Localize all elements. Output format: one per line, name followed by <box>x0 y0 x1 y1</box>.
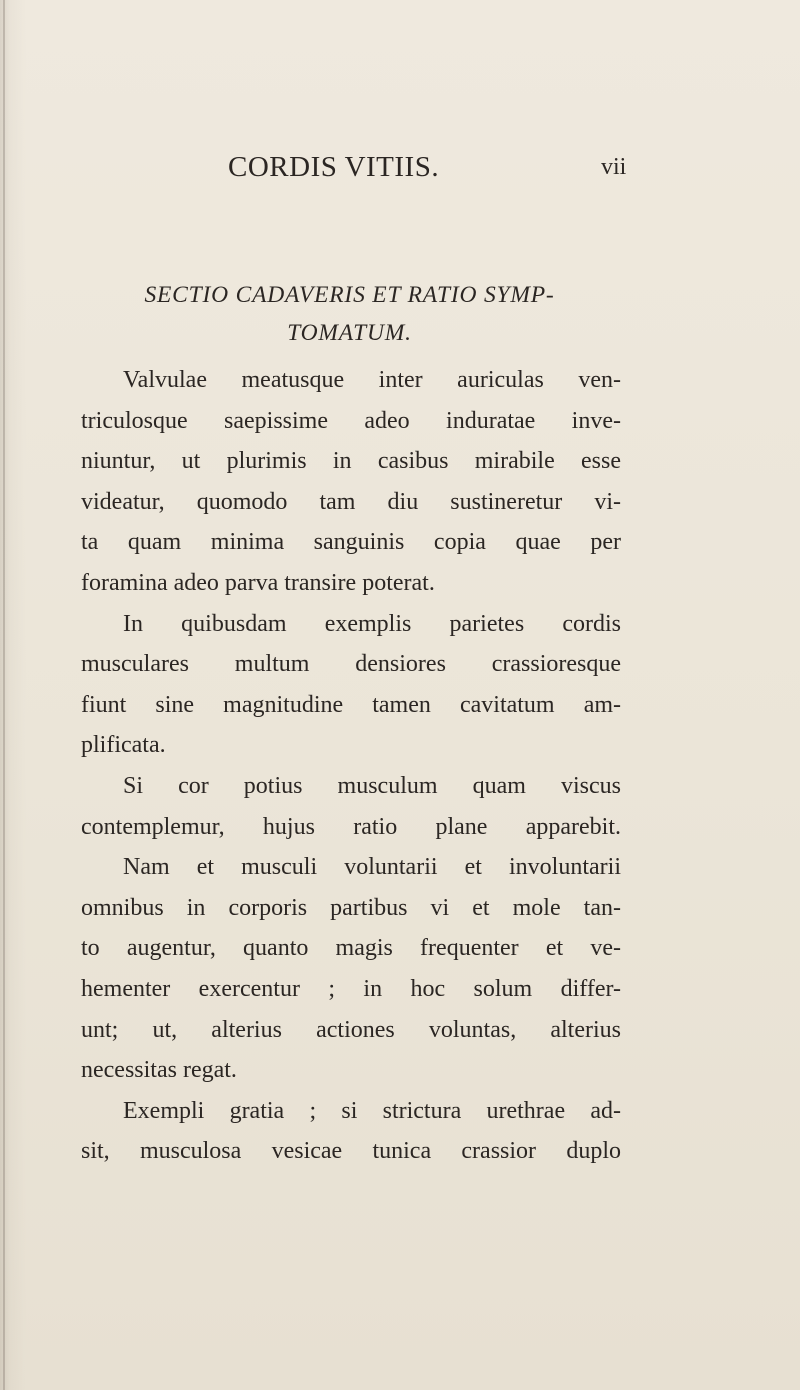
paragraph-line: to augentur, quanto magis frequenter et ve- <box>81 935 621 962</box>
paragraph-line: contemplemur, hujus ratio plane apparebit. <box>81 813 621 840</box>
body-text <box>81 360 621 1172</box>
paragraph-line: necessitas regat. <box>81 1057 237 1084</box>
paragraph-line: Si cor potius musculum quam viscus <box>123 772 621 799</box>
paragraph-line: foramina adeo parva transire poterat. <box>81 569 435 596</box>
paragraph-line: In quibusdam exemplis parietes cordis <box>123 610 621 637</box>
paragraph-line: musculares multum densiores crassioresque <box>81 651 621 678</box>
paragraph-line: niuntur, ut plurimis in casibus mirabile esse <box>81 448 621 475</box>
paragraph-line: fiunt sine magnitudine tamen cavitatum am- <box>81 691 621 718</box>
section-heading-line-1: SECTIO CADAVERIS ET RATIO SYMP- <box>144 282 555 308</box>
paragraph-line: ta quam minima sanguinis copia quae per <box>81 529 621 556</box>
paragraph-line: plificata. <box>81 732 166 759</box>
paragraph-line: unt; ut, alterius actiones voluntas, alterius <box>81 1016 621 1043</box>
paragraph-line: Nam et musculi voluntarii et involuntarii <box>123 854 621 881</box>
paragraph-line: triculosque saepissime adeo induratae inve- <box>81 407 621 434</box>
paragraph-line: omnibus in corporis partibus vi et mole tan- <box>81 894 621 921</box>
section-heading-line-2: TOMATUM. <box>287 320 412 346</box>
paragraph-line: sit, musculosa vesicae tunica crassior duplo <box>81 1138 621 1165</box>
paragraph-line: hementer exercentur ; in hoc solum differ- <box>81 975 621 1002</box>
running-header-title: CORDIS VITIIS. <box>228 151 440 183</box>
paragraph-line: Exempli gratia ; si strictura urethrae ad- <box>123 1097 621 1124</box>
paragraph-line: videatur, quomodo tam diu sustineretur vi- <box>81 488 621 515</box>
paragraph-line: Valvulae meatusque inter auriculas ven- <box>123 367 621 393</box>
page-spine-shadow <box>3 0 5 1390</box>
section-heading <box>82 276 617 352</box>
page-number: vii <box>601 154 627 180</box>
